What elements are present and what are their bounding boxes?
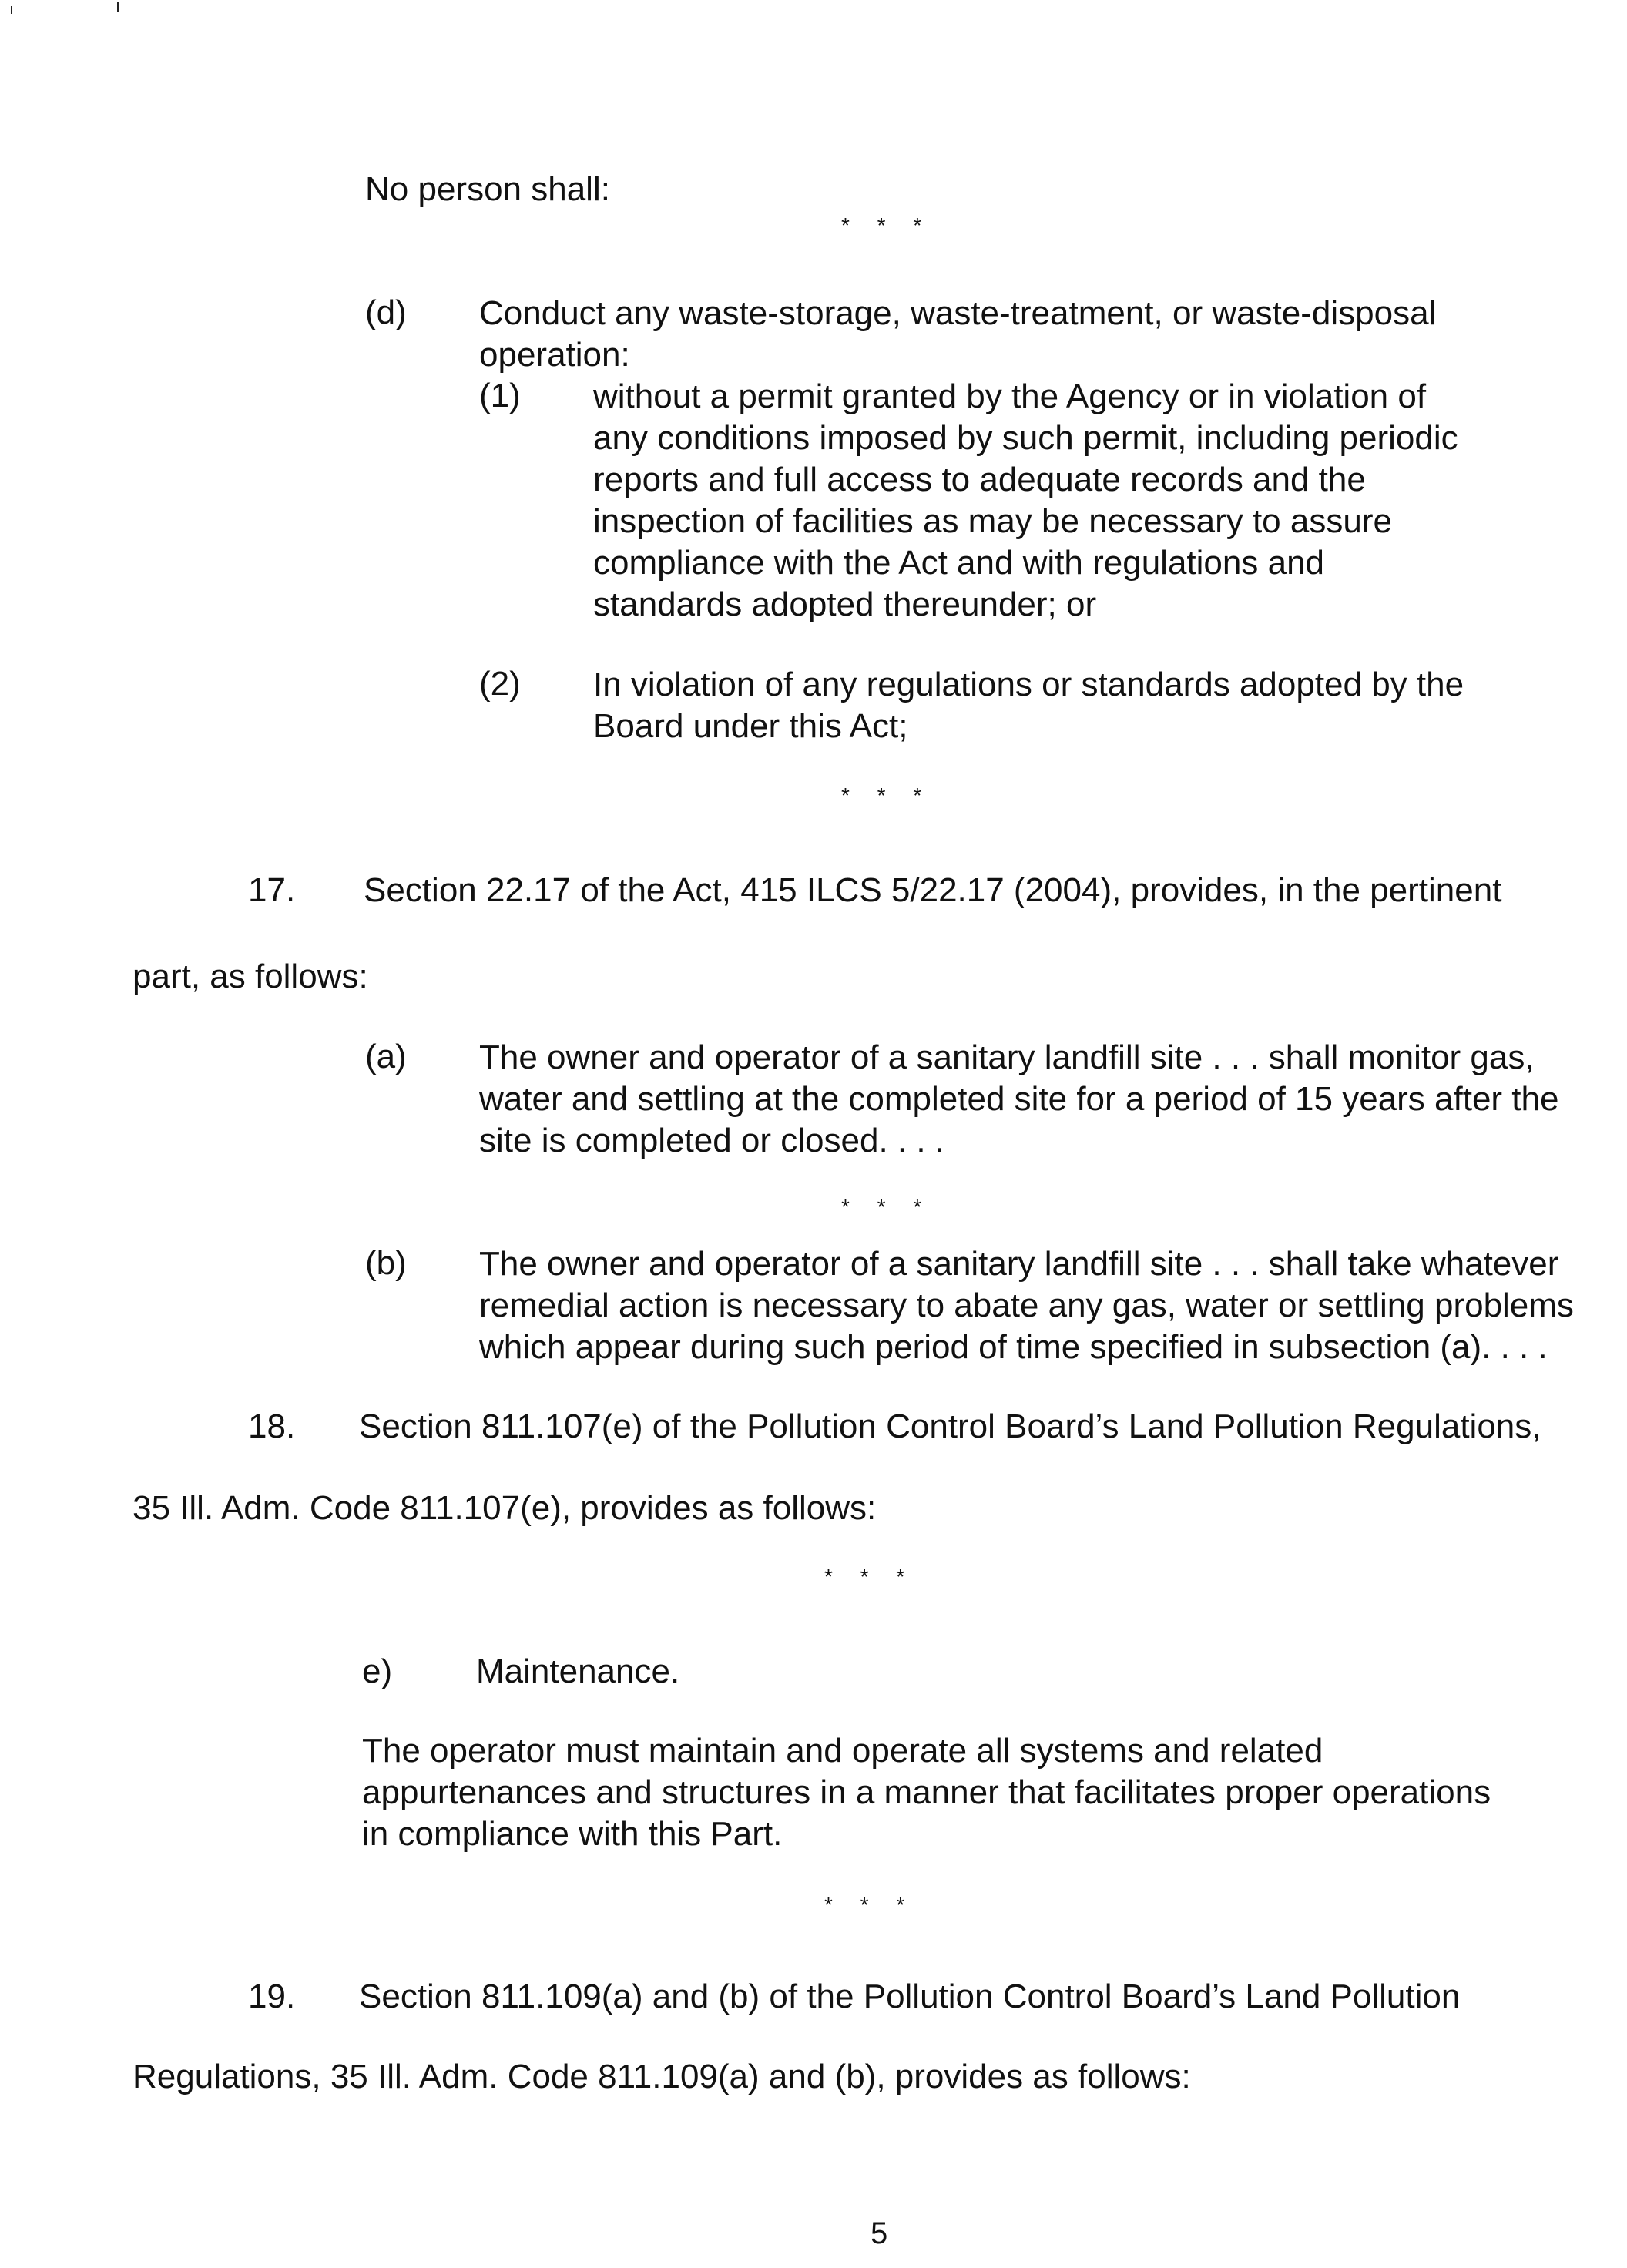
ellipsis-marker: * * *	[841, 213, 933, 237]
item-d-label: (d)	[365, 294, 407, 331]
para-18-number: 18.	[248, 1407, 296, 1445]
item-d-text: Conduct any waste-storage, waste-treatment, or waste-disposal operation:	[479, 294, 1437, 374]
ellipsis-marker: * * *	[841, 783, 933, 807]
para-18-line1: Section 811.107(e) of the Pollution Control Board’s Land Pollution Regulations,	[359, 1407, 1541, 1445]
item-d2-label: (2)	[479, 665, 521, 703]
item-17b-text: The owner and operator of a sanitary landfill site . . . shall take whatever remedial action is necessary to abate any gas, water or settling problems which appear during such period of time specified in subsection (a). . . .	[479, 1245, 1574, 1366]
scan-speck	[11, 6, 12, 14]
para-17-line1: Section 22.17 of the Act, 415 ILCS 5/22.17 (2004), provides, in the pertinent	[364, 871, 1502, 909]
item-d1-label: (1)	[479, 377, 521, 414]
para-18-line2: 35 Ill. Adm. Code 811.107(e), provides as follows:	[133, 1489, 877, 1527]
para-19-number: 19.	[248, 1978, 296, 2015]
ellipsis-marker: * * *	[824, 1565, 916, 1589]
item-17b-label: (b)	[365, 1244, 407, 1282]
item-18e-heading: Maintenance.	[476, 1652, 680, 1690]
para-17-number: 17.	[248, 871, 296, 909]
ellipsis-marker: * * *	[824, 1893, 916, 1917]
scan-speck	[117, 2, 119, 12]
para-19-line2: Regulations, 35 Ill. Adm. Code 811.109(a) and (b), provides as follows:	[133, 2058, 1191, 2095]
ellipsis-marker: * * *	[841, 1195, 933, 1219]
item-d2-text: In violation of any regulations or standards adopted by the Board under this Act;	[593, 666, 1464, 745]
item-17a-text: The owner and operator of a sanitary landfill site . . . shall monitor gas, water and settling at the completed site for a period of 15 years after the site is completed or closed. . . .	[479, 1038, 1559, 1159]
item-d1-text: without a permit granted by the Agency or in violation of any conditions imposed by such permit, including periodic reports and full access to adequate records and the inspection of facilities as may be necessary to assure compliance with the Act and with regulations and standards adopted thereunder; or	[593, 377, 1458, 623]
page-number: 5	[871, 2216, 888, 2250]
para-17-line2: part, as follows:	[133, 958, 368, 995]
item-17a-label: (a)	[365, 1038, 407, 1075]
item-18e-text: The operator must maintain and operate all systems and related appurtenances and structures in a manner that facilitates proper operations in compliance with this Part.	[362, 1732, 1491, 1853]
intro-text: No person shall:	[365, 170, 610, 208]
para-19-line1: Section 811.109(a) and (b) of the Pollution Control Board’s Land Pollution	[359, 1978, 1461, 2015]
item-18e-label: e)	[362, 1652, 393, 1690]
